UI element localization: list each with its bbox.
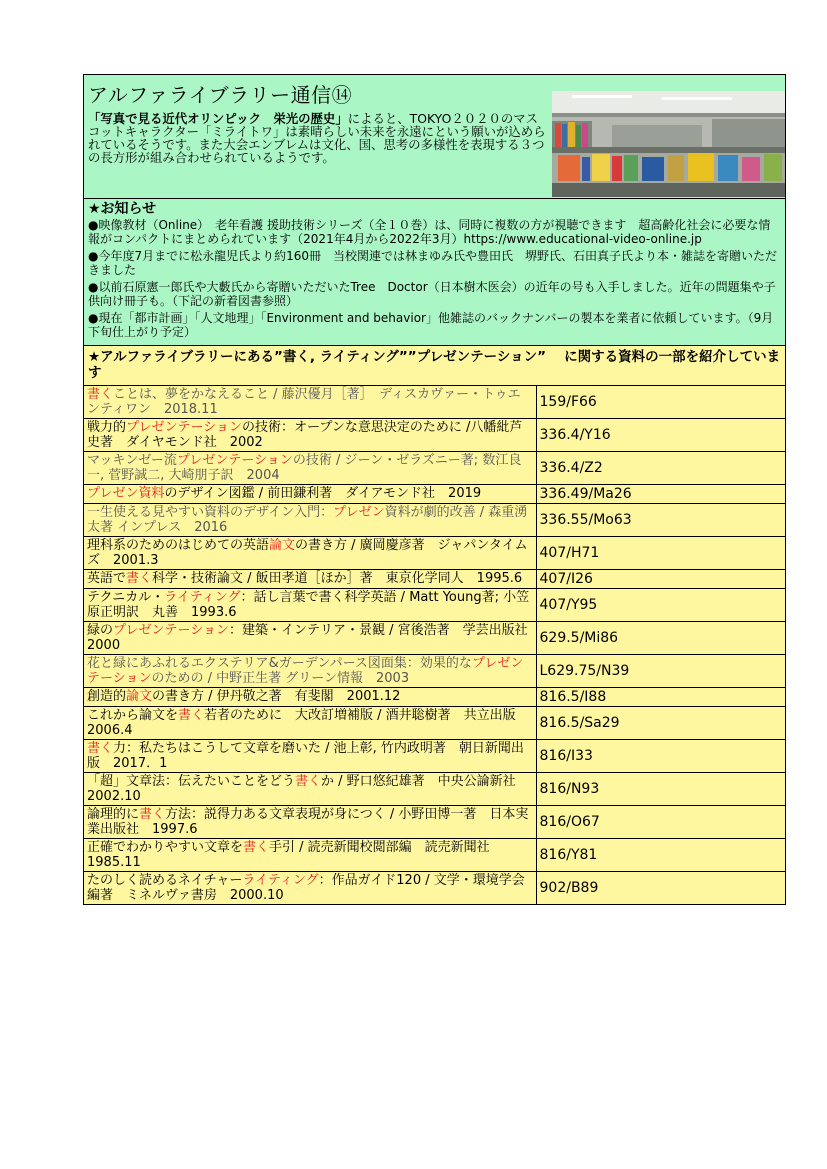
keyword-highlight: 論文 bbox=[269, 538, 296, 553]
intro-body: によると、TOKYO２０２０のマスコットキャラクター「ミライトワ」は素晴らしい未来を永遠にという願いが込められているそうです。また大会エンブレムは文化、国、思考の多様性を表現する３つの長方形が組み合わせられているようです。 bbox=[88, 111, 546, 165]
book-row bbox=[84, 806, 785, 839]
book-title-text: のデザイン図鑑 / 前田鎌利著 ダイアモンド社 2019 bbox=[164, 486, 482, 501]
book-title-cell bbox=[84, 504, 536, 537]
book-title-cell bbox=[84, 773, 536, 806]
book-title-text: のための / 中野正生著 グリーン情報 2003 bbox=[151, 671, 410, 686]
book-title-text: これから論文を bbox=[87, 708, 179, 723]
keyword-highlight: プレゼンテーション bbox=[87, 656, 524, 686]
book-row bbox=[84, 570, 785, 589]
book-row bbox=[84, 504, 785, 537]
keyword-highlight: 書く bbox=[126, 571, 153, 586]
book-title-text: 方法：説得力ある文章表現が身につく / 小野田博一著 日本実業出版社 1997.6 bbox=[87, 807, 529, 837]
book-row bbox=[84, 839, 785, 872]
book-title-cell bbox=[84, 740, 536, 773]
library-shelves-image bbox=[552, 91, 785, 197]
book-title-text: ：建築・インテリア・景観 / 宮後浩著 学芸出版社 2000 bbox=[87, 623, 541, 653]
book-title-text: 創造的 bbox=[87, 689, 127, 704]
book-title-text: 正確でわかりやすい文章を bbox=[87, 840, 244, 855]
book-row bbox=[84, 688, 785, 707]
book-title-text: ことは、夢をかなえること / 藤沢優月［著］ ディスカヴァー・トゥエンティワン 2018.11 bbox=[87, 387, 521, 417]
keyword-highlight: 書く bbox=[295, 774, 322, 789]
book-title-cell bbox=[84, 419, 536, 452]
book-title-cell bbox=[84, 537, 536, 570]
book-title-text: の書き方 / 伊丹敬之著 有斐閣 2001.12 bbox=[152, 689, 401, 704]
book-title-cell bbox=[84, 589, 536, 622]
book-title-text: 科学・技術論文 / 飯田孝道［ほか］著 東京化学同人 1995.6 bbox=[152, 571, 523, 586]
book-title-cell bbox=[84, 386, 536, 419]
book-title-text: か / 野口悠紀雄著 中央公論新社 2002.10 bbox=[87, 774, 529, 804]
book-title-text: テクニカル・ bbox=[87, 590, 165, 605]
book-title-cell bbox=[84, 839, 536, 872]
book-row bbox=[84, 740, 785, 773]
book-row bbox=[84, 386, 785, 419]
book-title-cell bbox=[84, 707, 536, 740]
book-title-cell bbox=[84, 688, 536, 707]
call-number-cell: L629.75/N39 bbox=[536, 655, 785, 688]
book-title-text: ：作品ガイド120 / 文学・環境学会編著 ミネルヴァ書房 2000.10 bbox=[87, 873, 525, 903]
book-row bbox=[84, 655, 785, 688]
call-number-cell: 816.5/I88 bbox=[536, 688, 785, 707]
book-row bbox=[84, 419, 785, 452]
newsletter-title: アルファライブラリー通信⑭ bbox=[88, 83, 353, 107]
intro-book-title: 「写真で見る近代オリンピック 栄光の歴史」 bbox=[88, 111, 348, 126]
book-title-cell bbox=[84, 806, 536, 839]
book-title-text: 一生使える見やすい資料のデザイン入門： bbox=[87, 505, 334, 520]
book-title-text: 戦力的 bbox=[87, 420, 127, 435]
book-row bbox=[84, 622, 785, 655]
call-number-cell: 407/Y95 bbox=[536, 589, 785, 622]
book-title-text: 花と緑にあふれるエクステリア&ガーデンパース図面集：効果的な bbox=[87, 656, 472, 671]
book-title-cell bbox=[84, 872, 536, 905]
call-number-cell: 816/I33 bbox=[536, 740, 785, 773]
book-title-cell bbox=[84, 570, 536, 589]
call-number-cell: 902/B89 bbox=[539, 880, 599, 896]
book-row bbox=[84, 485, 785, 504]
book-title-text: 資料が劇的改善 / 森重湧太著 インプレス 2016 bbox=[87, 505, 528, 535]
books-section bbox=[84, 346, 785, 904]
keyword-highlight: 書く bbox=[87, 387, 114, 402]
book-row bbox=[84, 773, 785, 806]
keyword-highlight: 書く bbox=[139, 807, 166, 822]
book-title-cell bbox=[84, 622, 541, 655]
book-title-text: 若者のために 大改訂増補版 / 酒井聡樹著 共立出版 2006.4 bbox=[87, 708, 529, 738]
notice-item: ●映像教材（Online） 老年看護 援助技術シリーズ（全１０巻）は、同時に複数の方が視聴できます 超高齢化社会に必要な情報がコンパクトにまとめられています（2021年4月から2022年3月）https://www.educational-video-online.jp bbox=[88, 218, 771, 246]
call-number-cell: 629.5/Mi86 bbox=[536, 622, 785, 655]
newsletter-sheet bbox=[83, 74, 786, 905]
call-number-cell: 336.55/Mo63 bbox=[536, 504, 785, 537]
book-row bbox=[84, 537, 785, 570]
call-number-cell: 816.5/Sa29 bbox=[536, 707, 785, 740]
keyword-highlight: 書く bbox=[243, 840, 270, 855]
library-photo bbox=[552, 91, 785, 197]
keyword-highlight: プレゼンテーション bbox=[113, 623, 229, 638]
book-title-text: 力：私たちはこうして文章を磨いた / 池上彰, 竹内政明著 朝日新聞出版 2017．1 bbox=[87, 741, 524, 771]
book-row bbox=[84, 452, 785, 485]
book-title-text: 手引 / 読売新聞校閲部編 読売新聞社 1985.11 bbox=[87, 840, 503, 870]
book-title-text: マッキンゼー流 bbox=[87, 453, 177, 468]
book-title-text: の技術 / ジーン・ゼラズニー著; 数江良一, 菅野誠二, 大崎朋子訳 2004 bbox=[87, 453, 522, 483]
keyword-highlight: 書く bbox=[87, 741, 114, 756]
keyword-highlight: ライティング bbox=[164, 590, 241, 605]
call-number-cell: 336.49/Ma26 bbox=[536, 485, 785, 504]
newsletter-header bbox=[84, 75, 785, 199]
book-title-text: 論理的に bbox=[87, 807, 140, 822]
keyword-highlight: プレゼン資料 bbox=[87, 486, 165, 501]
call-number-cell: 407/I26 bbox=[536, 570, 785, 589]
call-number-cell: 816/Y81 bbox=[536, 839, 785, 872]
keyword-highlight: プレゼンテーション bbox=[126, 420, 242, 435]
book-title-cell bbox=[84, 655, 536, 688]
book-title-text: の書き方 / 廣岡慶彦著 ジャパンタイムズ 2001.3 bbox=[87, 538, 528, 568]
book-row bbox=[84, 589, 785, 622]
call-number-cell: 159/F66 bbox=[536, 386, 785, 419]
notice-item: ●以前石原憲一郎氏や大藪氏から寄贈いただいたTree Doctor（日本樹木医会）の近年の号も入手しました。近年の問題集や子供向け冊子も。（下記の新着図書参照） bbox=[88, 280, 776, 308]
book-row bbox=[84, 872, 785, 905]
book-title-text: ：話し言葉で書く科学英語 / Matt Young著; 小笠原正明訳 丸善 1993.6 bbox=[87, 590, 530, 620]
notice-item: ●今年度7月までに松永龍児氏より約160冊 当校関連では林まゆみ氏や豊田氏 堺野氏、石田真子氏より本・雑誌を寄贈いただきました bbox=[88, 249, 778, 277]
book-row bbox=[84, 707, 785, 740]
book-title-text: 英語で bbox=[87, 571, 127, 586]
intro-text bbox=[88, 112, 546, 164]
book-title-text: 理科系のためのはじめての英語 bbox=[87, 538, 270, 553]
book-title-text: の技術：オープンな意思決定のために /八幡紕芦史著 ダイヤモンド社 2002 bbox=[87, 420, 523, 450]
keyword-highlight: プレゼン bbox=[333, 505, 385, 520]
keyword-highlight: ライティング bbox=[242, 873, 319, 888]
books-table bbox=[84, 386, 785, 904]
keyword-highlight: プレゼンテーション bbox=[176, 453, 293, 468]
books-section-heading: ★アルファライブラリーにある”書く, ライティング””プレゼンテーション” に関する資料の一部を紹介しています bbox=[84, 346, 785, 386]
notice-item: ●現在「都市計画」「人文地理」「Environment and behavior」他雑誌のバックナンバーの製本を業者に依頼しています。（9月下旬仕上がり予定） bbox=[88, 311, 774, 339]
book-title-text: 「超」文章法：伝えたいことをどう bbox=[87, 774, 296, 789]
call-number-cell: 816/N93 bbox=[536, 773, 785, 806]
book-title-text: 緑の bbox=[87, 623, 114, 638]
book-title-cell bbox=[84, 485, 536, 504]
call-number-cell: 336.4/Z2 bbox=[536, 452, 785, 485]
call-number-cell: 407/H71 bbox=[536, 537, 785, 570]
book-title-cell bbox=[84, 452, 536, 485]
call-number-cell: 336.4/Y16 bbox=[536, 419, 785, 452]
book-title-text: たのしく読めるネイチャー bbox=[87, 873, 243, 888]
notice-section bbox=[84, 199, 785, 346]
keyword-highlight: 論文 bbox=[126, 689, 153, 704]
notice-heading: ★お知らせ bbox=[88, 201, 157, 217]
call-number-cell: 816/O67 bbox=[536, 806, 785, 839]
keyword-highlight: 書く bbox=[178, 708, 205, 723]
